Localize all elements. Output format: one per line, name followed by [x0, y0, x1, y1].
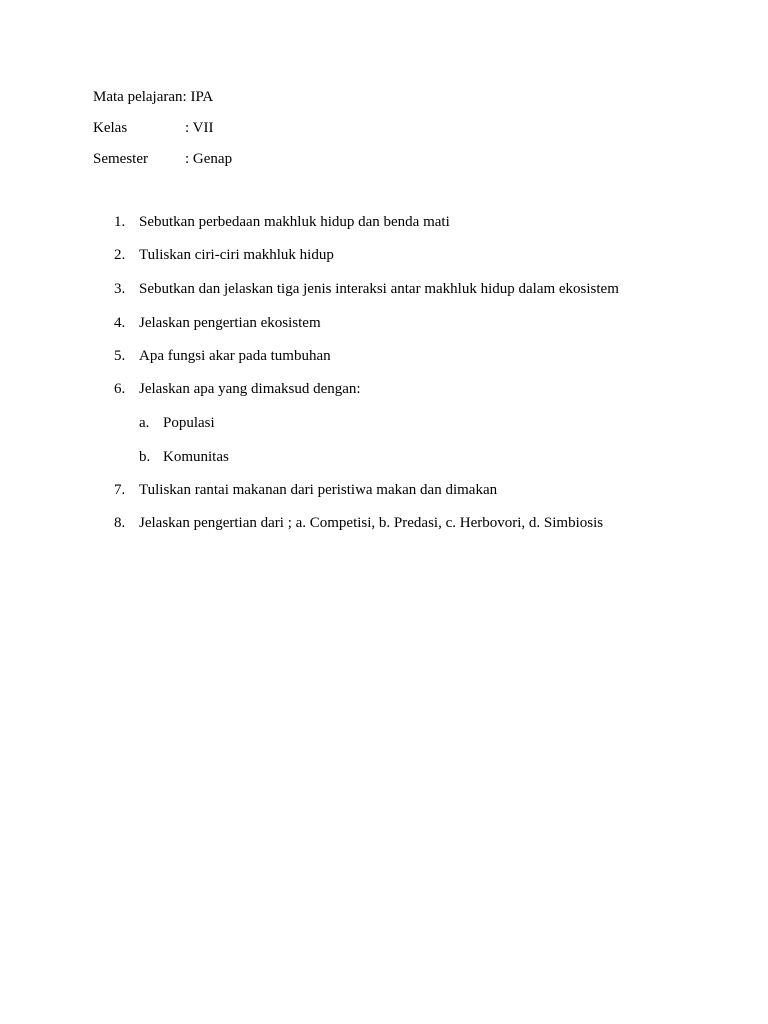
- question-number: 4.: [114, 315, 126, 331]
- semester-line: [93, 149, 233, 169]
- subject-line: [93, 87, 213, 107]
- question-text: Tuliskan ciri-ciri makhluk hidup: [139, 247, 334, 263]
- question-text: Apa fungsi akar pada tumbuhan: [139, 348, 331, 364]
- question-text: Sebutkan dan jelaskan tiga jenis interaksi antar makhluk hidup dalam ekosistem: [139, 281, 619, 297]
- question-item: [114, 513, 603, 533]
- question-item: [114, 379, 361, 399]
- question-number: 2.: [114, 247, 126, 263]
- sub-list-item: [139, 447, 229, 467]
- question-item: [114, 212, 450, 232]
- class-label: Kelas: [93, 120, 128, 136]
- question-text: Tuliskan rantai makanan dari peristiwa makan dan dimakan: [139, 482, 498, 498]
- question-item: [114, 245, 334, 265]
- question-text: Jelaskan pengertian dari ; a. Competisi, b. Predasi, c. Herbovori, d. Simbiosis: [139, 515, 604, 531]
- question-item: [114, 313, 321, 333]
- class-value: : VII: [185, 120, 214, 136]
- class-line: [93, 118, 214, 138]
- question-text: Sebutkan perbedaan makhluk hidup dan benda mati: [139, 214, 450, 230]
- question-item: [114, 480, 497, 500]
- sub-list-item: [139, 413, 215, 433]
- semester-value: : Genap: [185, 151, 233, 167]
- question-number: 5.: [114, 348, 126, 364]
- sub-item-letter: a.: [139, 415, 150, 431]
- question-number: 6.: [114, 381, 126, 397]
- question-number: 3.: [114, 281, 126, 297]
- question-number: 1.: [114, 214, 126, 230]
- question-number: 8.: [114, 515, 126, 531]
- question-text: Jelaskan pengertian ekosistem: [139, 315, 321, 331]
- question-number: 7.: [114, 482, 126, 498]
- question-item: [114, 346, 331, 366]
- sub-item-letter: b.: [139, 449, 151, 465]
- sub-item-text: Populasi: [163, 415, 215, 431]
- question-text: Jelaskan apa yang dimaksud dengan:: [139, 381, 361, 397]
- semester-label: Semester: [93, 151, 148, 167]
- question-item: [114, 279, 619, 299]
- sub-item-text: Komunitas: [163, 449, 229, 465]
- subject-text: Mata pelajaran: IPA: [93, 89, 214, 105]
